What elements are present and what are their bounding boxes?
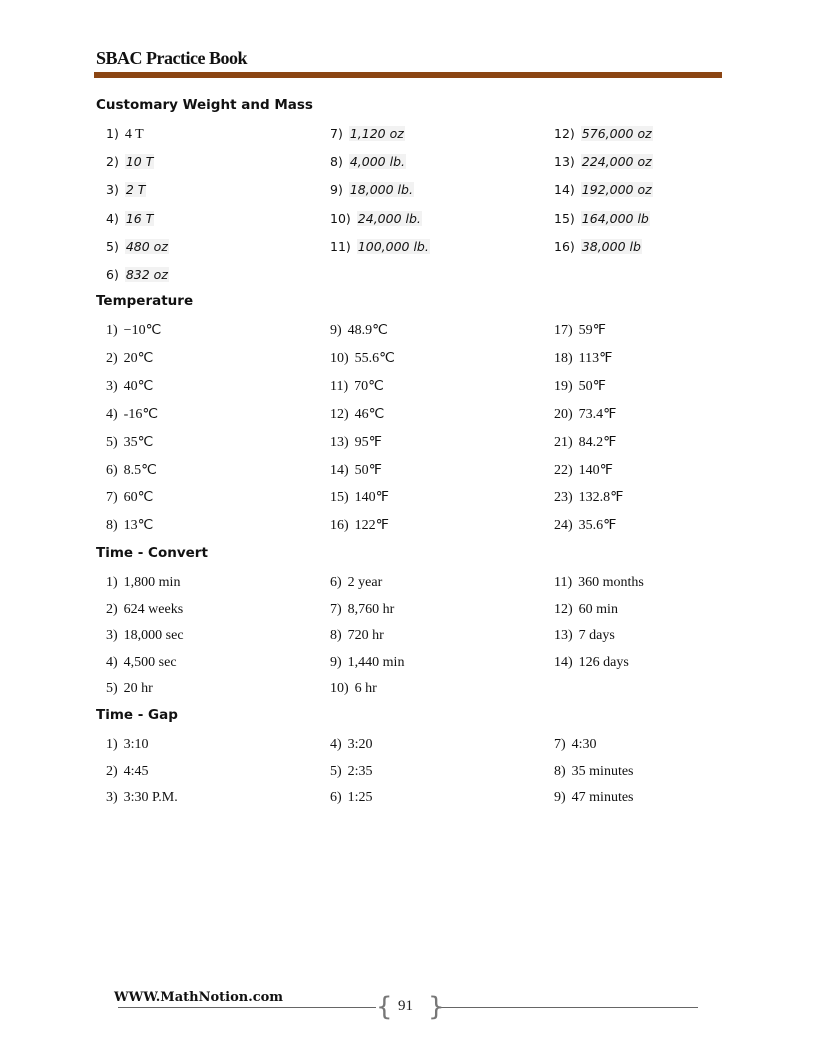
answer-item bbox=[554, 788, 634, 808]
answer-number: 6) bbox=[330, 575, 342, 590]
answer-number: 6) bbox=[106, 267, 119, 282]
footer-rule-left bbox=[118, 1007, 376, 1008]
answer-item bbox=[106, 377, 153, 397]
section-title-weight: Customary Weight and Mass bbox=[96, 97, 313, 113]
answer-value: 18,000 sec bbox=[123, 628, 184, 643]
answer-item bbox=[554, 573, 644, 593]
answer-value: 224,000 oz bbox=[581, 154, 652, 170]
answer-value: 3:20 bbox=[347, 737, 373, 752]
answer-item bbox=[330, 679, 377, 699]
answer-value: 13℃ bbox=[123, 518, 154, 534]
answer-number: 3) bbox=[106, 182, 119, 198]
answer-number: 21) bbox=[554, 434, 573, 450]
answer-number: 7) bbox=[330, 601, 342, 617]
answer-number: 9) bbox=[554, 790, 566, 805]
answer-value: 48.9℃ bbox=[347, 323, 388, 338]
answer-value: 35℃ bbox=[123, 434, 154, 450]
answer-item bbox=[106, 405, 158, 425]
answer-value: 113℉ bbox=[578, 350, 613, 366]
answer-value: 126 days bbox=[578, 654, 629, 670]
header-rule bbox=[94, 72, 722, 78]
answer-value: 46℃ bbox=[354, 406, 385, 422]
answer-item bbox=[106, 788, 178, 808]
answer-value: 140℉ bbox=[578, 462, 613, 478]
answer-value: 60℃ bbox=[123, 490, 154, 506]
answer-value: 164,000 lb bbox=[581, 210, 649, 226]
answer-number: 13) bbox=[330, 434, 349, 450]
answer-number: 7) bbox=[106, 490, 118, 506]
answer-value: 35 minutes bbox=[571, 763, 634, 779]
answer-item bbox=[106, 516, 153, 536]
answer-value: 122℉ bbox=[354, 518, 389, 534]
answer-number: 2) bbox=[106, 601, 118, 617]
answer-item bbox=[554, 735, 597, 755]
answer-item bbox=[330, 124, 405, 145]
answer-number: 4) bbox=[106, 406, 118, 422]
right-brace-icon: } bbox=[428, 992, 445, 1022]
page-header-title: SBAC Practice Book bbox=[96, 48, 247, 68]
answer-number: 24) bbox=[554, 518, 573, 534]
answer-number: 20) bbox=[554, 406, 573, 422]
answer-value: 192,000 oz bbox=[581, 182, 652, 198]
answer-value: 1,800 min bbox=[123, 575, 181, 590]
answer-number: 8) bbox=[330, 154, 343, 170]
answer-value: 4:45 bbox=[123, 763, 149, 779]
answer-item bbox=[106, 679, 153, 699]
answer-number: 16) bbox=[330, 518, 349, 534]
answer-value: 832 oz bbox=[125, 267, 168, 282]
answer-item bbox=[330, 488, 389, 508]
answer-number: 9) bbox=[330, 323, 342, 338]
answer-item bbox=[330, 653, 404, 673]
answer-number: 12) bbox=[554, 601, 573, 617]
answer-value: 1,440 min bbox=[347, 654, 405, 670]
answer-value: 20 hr bbox=[123, 681, 153, 696]
answer-value: 59℉ bbox=[578, 323, 606, 338]
answer-number: 11) bbox=[330, 238, 351, 254]
answer-item bbox=[106, 461, 157, 481]
answer-number: 19) bbox=[554, 378, 573, 394]
section-title-time-convert: Time - Convert bbox=[96, 545, 208, 561]
answer-item bbox=[106, 762, 149, 782]
answer-item bbox=[330, 180, 414, 201]
answer-item bbox=[330, 461, 382, 481]
answer-value: 1,120 oz bbox=[349, 126, 404, 141]
answer-number: 6) bbox=[330, 790, 342, 805]
answer-item bbox=[330, 516, 389, 536]
answer-item bbox=[554, 152, 653, 173]
answer-item bbox=[330, 237, 430, 258]
answer-number: 4) bbox=[106, 654, 118, 670]
answer-number: 2) bbox=[106, 154, 119, 170]
answer-value: 55.6℃ bbox=[354, 350, 395, 366]
answer-item bbox=[554, 405, 617, 425]
answer-number: 1) bbox=[106, 323, 118, 338]
answer-number: 14) bbox=[330, 462, 349, 478]
answer-number: 17) bbox=[554, 323, 573, 338]
answer-number: 4) bbox=[330, 737, 342, 752]
answer-item bbox=[330, 762, 373, 782]
answer-item bbox=[330, 377, 384, 397]
answer-value: 100,000 lb. bbox=[357, 238, 429, 254]
answer-value: 60 min bbox=[578, 601, 618, 617]
answer-item bbox=[106, 433, 153, 453]
answer-value: 4 T bbox=[124, 127, 144, 142]
answer-value: 38,000 lb bbox=[581, 238, 641, 254]
answer-value: 2:35 bbox=[347, 763, 373, 779]
answer-number: 18) bbox=[554, 350, 573, 366]
answer-number: 1) bbox=[106, 126, 119, 141]
answer-item bbox=[330, 349, 395, 369]
answer-number: 9) bbox=[330, 654, 342, 670]
answer-item bbox=[554, 433, 617, 453]
answer-item bbox=[106, 152, 154, 173]
answer-item bbox=[330, 152, 406, 173]
answer-item bbox=[106, 349, 153, 369]
answer-number: 12) bbox=[554, 126, 575, 141]
answer-item bbox=[330, 735, 373, 755]
answer-item bbox=[330, 209, 422, 230]
answer-number: 9) bbox=[330, 182, 343, 198]
answer-value: 70℃ bbox=[354, 378, 384, 394]
answer-value: 720 hr bbox=[347, 628, 384, 643]
answer-number: 15) bbox=[554, 210, 575, 226]
answer-value: 40℃ bbox=[123, 378, 154, 394]
answer-item bbox=[554, 349, 612, 369]
answer-number: 8) bbox=[554, 763, 566, 779]
answer-value: 50℉ bbox=[354, 462, 382, 478]
answer-number: 1) bbox=[106, 575, 118, 590]
answer-number: 5) bbox=[106, 681, 118, 696]
answer-number: 23) bbox=[554, 490, 573, 506]
answer-value: 20℃ bbox=[123, 350, 154, 366]
answer-number: 8) bbox=[330, 628, 342, 643]
answer-value: 47 minutes bbox=[571, 790, 634, 805]
answer-item bbox=[106, 600, 183, 620]
answer-item bbox=[106, 573, 180, 593]
section-title-temperature: Temperature bbox=[96, 293, 194, 309]
answer-value: 140℉ bbox=[354, 490, 389, 506]
page-number: 91 bbox=[398, 998, 413, 1014]
answer-item bbox=[330, 626, 384, 646]
answer-item bbox=[554, 626, 615, 646]
answer-number: 12) bbox=[330, 406, 349, 422]
answer-item bbox=[330, 405, 384, 425]
answer-item bbox=[330, 600, 394, 620]
answer-item bbox=[106, 488, 153, 508]
answer-item bbox=[106, 321, 161, 341]
answer-value: 16 T bbox=[125, 210, 154, 226]
answer-item bbox=[106, 735, 149, 755]
answer-number: 7) bbox=[554, 737, 566, 752]
answer-value: 3:30 P.M. bbox=[123, 790, 178, 805]
answer-value: 6 hr bbox=[354, 681, 377, 696]
answer-value: 8,760 hr bbox=[347, 601, 395, 617]
answer-value: 576,000 oz bbox=[581, 126, 652, 141]
answer-value: 73.4℉ bbox=[578, 406, 617, 422]
section-title-time-gap: Time - Gap bbox=[96, 707, 178, 723]
answer-value: 50℉ bbox=[578, 378, 606, 394]
answer-value: 95℉ bbox=[354, 434, 382, 450]
answer-number: 10) bbox=[330, 681, 349, 696]
answer-item bbox=[554, 237, 642, 258]
answer-number: 2) bbox=[106, 763, 118, 779]
answer-item bbox=[554, 377, 606, 397]
answer-number: 8) bbox=[106, 518, 118, 534]
answer-number: 6) bbox=[106, 462, 118, 478]
footer-url: WWW.MathNotion.com bbox=[114, 990, 284, 1005]
answer-number: 22) bbox=[554, 462, 573, 478]
answer-item bbox=[106, 626, 184, 646]
answer-item bbox=[554, 461, 613, 481]
answer-value: 4:30 bbox=[571, 737, 597, 752]
answer-value: -16℃ bbox=[123, 406, 159, 422]
answer-number: 13) bbox=[554, 154, 575, 170]
answer-value: 2 T bbox=[125, 182, 146, 198]
answer-item bbox=[330, 573, 382, 593]
answer-value: 360 months bbox=[578, 575, 644, 590]
answer-item bbox=[554, 488, 624, 508]
answer-item bbox=[554, 762, 634, 782]
answer-value: 132.8℉ bbox=[578, 490, 624, 506]
footer-rule-right bbox=[440, 1007, 698, 1008]
answer-item bbox=[554, 600, 618, 620]
answer-item bbox=[106, 265, 169, 286]
answer-value: 24,000 lb. bbox=[357, 210, 421, 226]
answer-value: 35.6℉ bbox=[578, 518, 617, 534]
answer-item bbox=[106, 653, 177, 673]
answer-value: 84.2℉ bbox=[578, 434, 617, 450]
answer-value: −10℃ bbox=[123, 323, 162, 338]
answer-item bbox=[554, 124, 653, 145]
answer-value: 1:25 bbox=[347, 790, 373, 805]
answer-number: 14) bbox=[554, 654, 573, 670]
answer-item bbox=[330, 321, 388, 341]
answer-value: 4,500 sec bbox=[123, 654, 177, 670]
answer-number: 3) bbox=[106, 790, 118, 805]
answer-number: 16) bbox=[554, 238, 575, 254]
answer-number: 7) bbox=[330, 126, 343, 141]
answer-value: 3:10 bbox=[123, 737, 149, 752]
answer-item bbox=[554, 653, 629, 673]
answer-number: 5) bbox=[106, 238, 119, 254]
answer-number: 4) bbox=[106, 210, 119, 226]
answer-number: 3) bbox=[106, 628, 118, 643]
answer-item bbox=[106, 124, 144, 145]
answer-value: 7 days bbox=[578, 628, 615, 643]
answer-value: 624 weeks bbox=[123, 601, 184, 617]
answer-number: 2) bbox=[106, 350, 118, 366]
answer-value: 4,000 lb. bbox=[349, 154, 405, 170]
answer-item bbox=[106, 237, 169, 258]
answer-item bbox=[330, 788, 373, 808]
answer-number: 14) bbox=[554, 182, 575, 198]
answer-value: 480 oz bbox=[125, 238, 168, 254]
answer-item bbox=[554, 180, 653, 201]
answer-number: 10) bbox=[330, 210, 351, 226]
answer-number: 5) bbox=[330, 763, 342, 779]
answer-item bbox=[554, 209, 650, 230]
answer-number: 13) bbox=[554, 628, 573, 643]
answer-value: 8.5℃ bbox=[123, 462, 157, 478]
answer-number: 11) bbox=[554, 575, 573, 590]
answer-item bbox=[106, 180, 146, 201]
answer-number: 15) bbox=[330, 490, 349, 506]
answer-item bbox=[330, 433, 382, 453]
left-brace-icon: { bbox=[376, 992, 393, 1022]
answer-item bbox=[106, 209, 154, 230]
answer-number: 3) bbox=[106, 378, 118, 394]
answer-item bbox=[554, 321, 606, 341]
answer-number: 1) bbox=[106, 737, 118, 752]
answer-value: 2 year bbox=[347, 575, 383, 590]
answer-number: 5) bbox=[106, 434, 118, 450]
answer-number: 10) bbox=[330, 350, 349, 366]
answer-value: 10 T bbox=[125, 154, 154, 170]
answer-item bbox=[554, 516, 617, 536]
answer-value: 18,000 lb. bbox=[349, 182, 413, 198]
answer-number: 11) bbox=[330, 378, 349, 394]
